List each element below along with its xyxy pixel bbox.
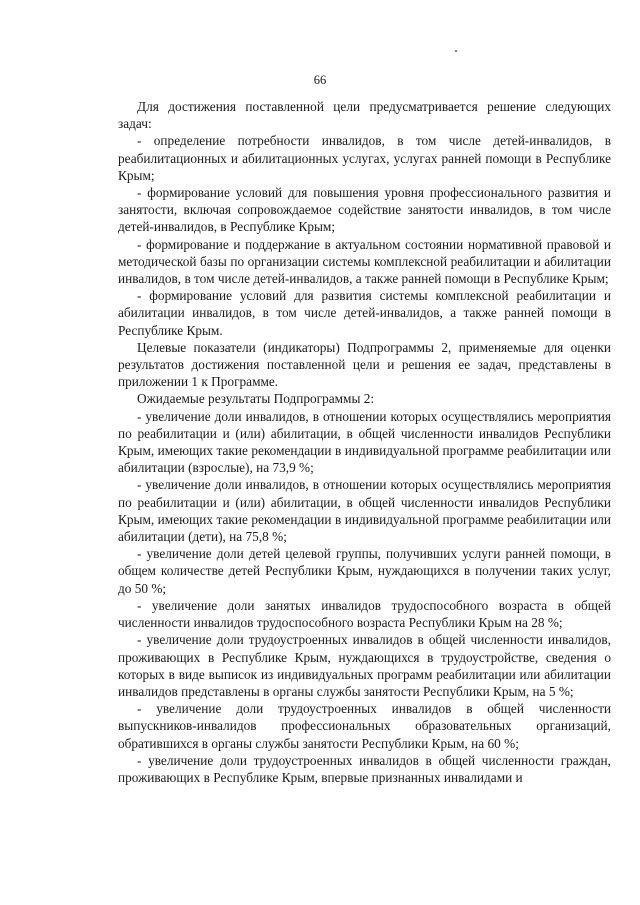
paragraph-intro: Для достижения поставленной цели предусматривается решение следующих задач:: [118, 99, 611, 132]
paragraph-task: - формирование условий для развития системы комплексной реабилитации и абилитации инвалидов, в том числе детей-инвалидов, а также ранней помощи в Республике Крым.: [118, 288, 611, 338]
paragraph-result: - увеличение доли трудоустроенных инвалидов в общей численности инвалидов, проживающих в Республике Крым, нуждающихся в трудоустройстве, сведения о которых в виде выписок из индивидуальных программ реабилитации или абилитации инвалидов представлены в органы службы занятости Республики Крым, на 5 %;: [118, 632, 611, 699]
paragraph-task: - формирование условий для повышения уровня профессионального развития и занятости, включая сопровождаемое содействие занятости инвалидов, в том числе детей-инвалидов, в Республике Крым;: [118, 185, 611, 235]
paragraph-result: - увеличение доли детей целевой группы, получивших услуги ранней помощи, в общем количестве детей Республики Крым, нуждающихся в получении таких услуг, до 50 %;: [118, 546, 611, 596]
page-number: 66: [313, 73, 327, 87]
scan-speck: [455, 50, 457, 52]
paragraph-indicators: Целевые показатели (индикаторы) Подпрограммы 2, применяемые для оценки результатов достижения поставленной цели и решения ее задач, представлены в приложении 1 к Программе.: [118, 339, 611, 390]
paragraph-task: - определение потребности инвалидов, в том числе детей-инвалидов, в реабилитационных и абилитационных услугах, услугах ранней помощи в Республике Крым;: [118, 133, 611, 183]
paragraph-task: - формирование и поддержание в актуальном состоянии нормативной правовой и методической базы по организации системы комплексной реабилитации и абилитации инвалидов, в том числе детей-инвалидов, а также ранней помощи в Республике Крым;: [118, 236, 611, 287]
paragraph-result: - увеличение доли занятых инвалидов трудоспособного возраста в общей численности инвалидов трудоспособного возраста Республики Крым на 28 %;: [118, 597, 611, 631]
paragraph-results-heading: Ожидаемые результаты Подпрограммы 2:: [137, 391, 375, 407]
body-text: [118, 98, 611, 786]
paragraph-result: - увеличение доли трудоустроенных инвалидов в общей численности граждан, проживающих в Республике Крым, впервые признанных инвалидами и: [118, 752, 611, 785]
paragraph-result: - увеличение доли трудоустроенных инвалидов в общей численности выпускников-инвалидов профессиональных образовательных организаций, обратившихся в органы службы занятости Республики Крым, на 60 %;: [118, 701, 611, 751]
paragraph-result: - увеличение доли инвалидов, в отношении которых осуществлялись мероприятия по реабилитации и (или) абилитации, в общей численности инвалидов Республики Крым, имеющих такие рекомендации в индивидуальной программе реабилитации или абилитации (взрослые), на 73,9 %;: [118, 408, 611, 476]
paragraph-result: - увеличение доли инвалидов, в отношении которых осуществлялись мероприятия по реабилитации и (или) абилитации, в общей численности инвалидов Республики Крым, имеющих такие рекомендации в индивидуальной программе реабилитации или абилитации (дети), на 75,8 %;: [118, 477, 611, 545]
